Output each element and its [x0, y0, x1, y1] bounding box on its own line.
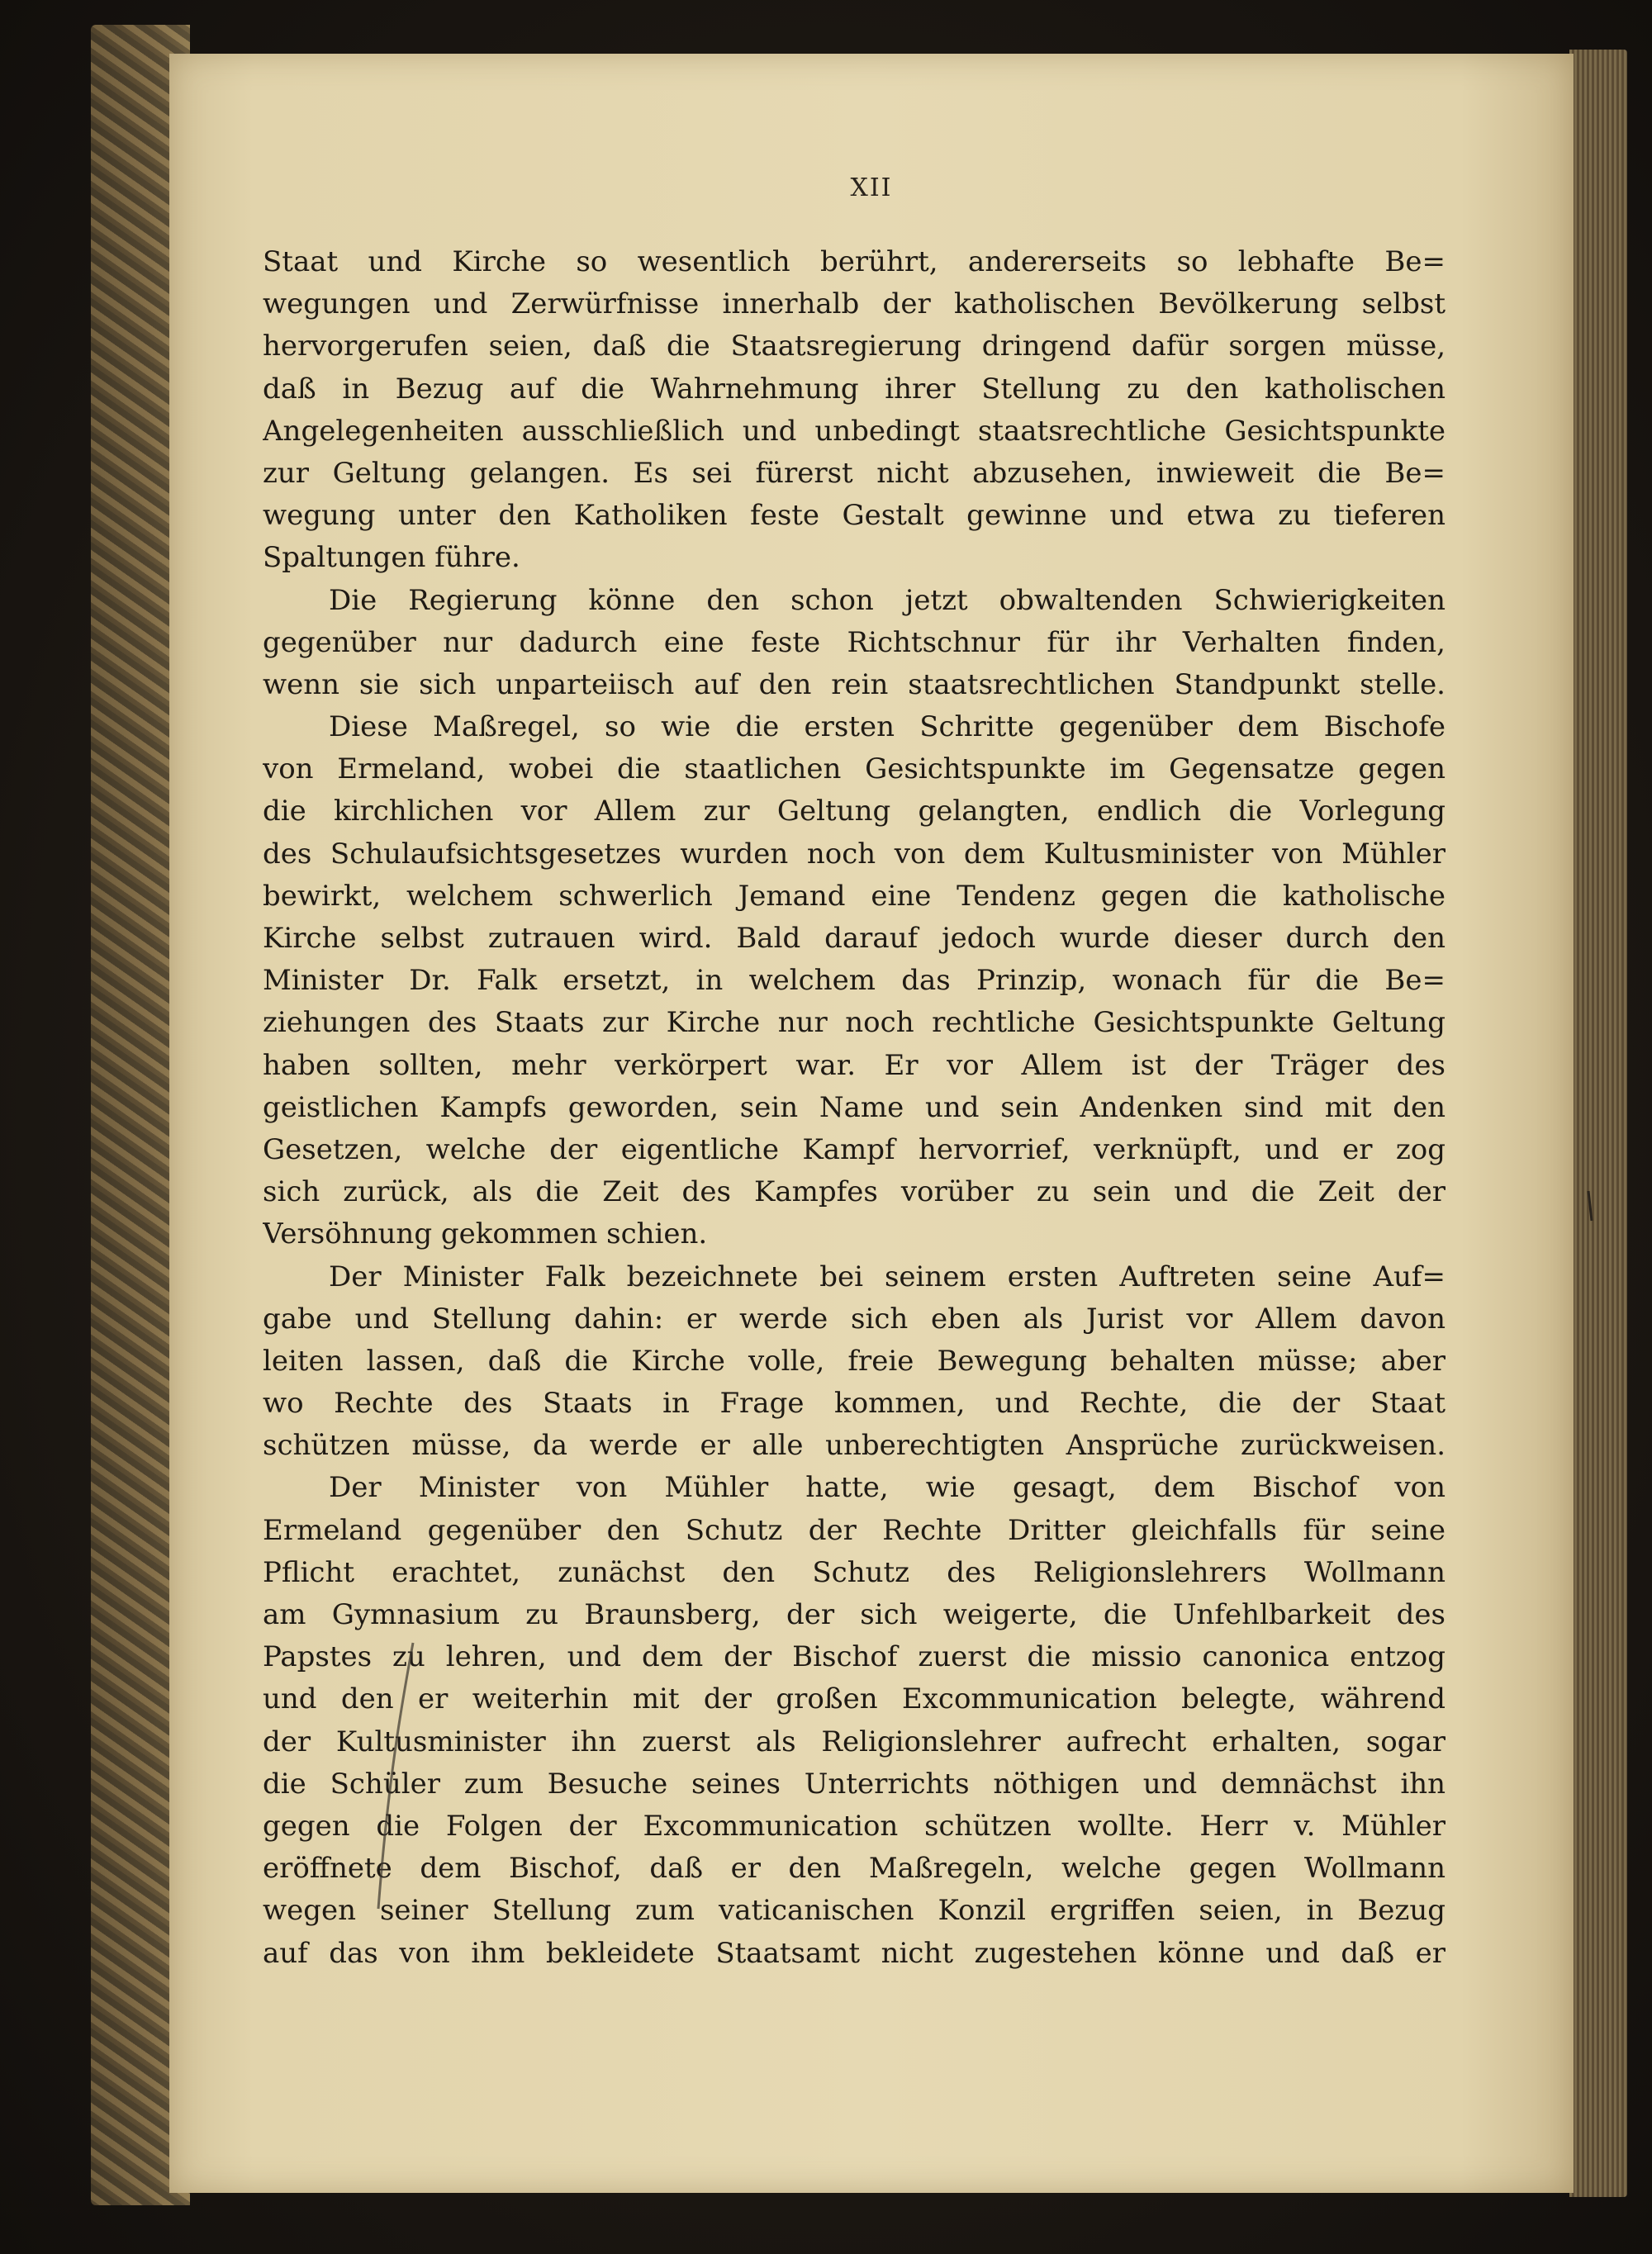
- text-line: Diese Maßregel, so wie die ersten Schritte gegenüber dem Bischofe: [329, 710, 1446, 744]
- text-line: Kirche selbst zutrauen wird. Bald darauf jedoch wurde dieser durch den: [263, 922, 1446, 955]
- text-line: gegen die Folgen der Excommunication schützen wollte. Herr v. Mühler: [263, 1809, 1446, 1843]
- body-text: [263, 241, 1446, 1975]
- text-line: bewirkt, welchem schwerlich Jemand eine Tendenz gegen die katholische: [263, 879, 1446, 913]
- page-number: XII: [850, 173, 893, 202]
- text-line: Papstes zu lehren, und dem der Bischof zuerst die missio canonica entzog: [263, 1640, 1446, 1674]
- text-line: Der Minister Falk bezeichnete bei seinem ersten Auftreten seine Auf=: [329, 1260, 1446, 1293]
- text-line: sich zurück, als die Zeit des Kampfes vorüber zu sein und die Zeit der: [263, 1175, 1446, 1209]
- text-line: die kirchlichen vor Allem zur Geltung gelangten, endlich die Vorlegung: [263, 795, 1446, 828]
- text-line: haben sollten, mehr verkörpert war. Er vor Allem ist der Träger des: [263, 1048, 1446, 1082]
- pencil-margin-mark: [370, 1639, 428, 1912]
- text-line: Ermeland gegenüber den Schutz der Rechte Dritter gleichfalls für seine: [263, 1513, 1446, 1547]
- text-line: geistlichen Kampfs geworden, sein Name und sein Andenken sind mit den: [263, 1090, 1446, 1124]
- text-line: ziehungen des Staats zur Kirche nur noch rechtliche Gesichtspunkte Geltung: [263, 1006, 1446, 1040]
- text-line: eröffnete dem Bischof, daß er den Maßregeln, welche gegen Wollmann: [263, 1852, 1446, 1886]
- text-line: Minister Dr. Falk ersetzt, in welchem das Prinzip, wonach für die Be=: [263, 964, 1446, 998]
- text-line: Spaltungen führe.: [263, 541, 520, 575]
- text-line: Die Regierung könne den schon jetzt obwaltenden Schwierigkeiten: [329, 583, 1446, 617]
- text-line: wo Rechte des Staats in Frage kommen, und Rechte, die der Staat: [263, 1387, 1446, 1421]
- text-line: wenn sie sich unparteiisch auf den rein staatsrechtlichen Standpunkt stelle.: [263, 667, 1446, 701]
- text-line: der Kultusminister ihn zuerst als Religionslehrer aufrecht erhalten, sogar: [263, 1725, 1446, 1758]
- text-line: und den er weiterhin mit der großen Excommunication belegte, während: [263, 1682, 1446, 1716]
- text-line: Angelegenheiten ausschließlich und unbedingt staatsrechtliche Gesichtspunkte: [263, 414, 1446, 448]
- text-line: zur Geltung gelangen. Es sei fürerst nicht abzusehen, inwieweit die Be=: [263, 456, 1446, 490]
- book-cover-right: [1569, 50, 1627, 2197]
- text-line: gabe und Stellung dahin: er werde sich eben als Jurist vor Allem davon: [263, 1302, 1446, 1336]
- text-line: schützen müsse, da werde er alle unberechtigten Ansprüche zurückweisen.: [263, 1429, 1446, 1463]
- text-line: wegung unter den Katholiken feste Gestalt gewinne und etwa zu tieferen: [263, 499, 1446, 533]
- pencil-tick-mark: [1584, 1189, 1596, 1222]
- text-line: des Schulaufsichtsgesetzes wurden noch von dem Kultusminister von Mühler: [263, 837, 1446, 871]
- text-line: von Ermeland, wobei die staatlichen Gesichtspunkte im Gegensatze gegen: [263, 752, 1446, 786]
- text-line: Der Minister von Mühler hatte, wie gesagt, dem Bischof von: [329, 1471, 1446, 1505]
- text-line: gegenüber nur dadurch eine feste Richtschnur für ihr Verhalten finden,: [263, 625, 1446, 659]
- text-line: die Schüler zum Besuche seines Unterrichts nöthigen und demnächst ihn: [263, 1767, 1446, 1801]
- text-line: Pflicht erachtet, zunächst den Schutz des Religionslehrers Wollmann: [263, 1555, 1446, 1589]
- text-line: daß in Bezug auf die Wahrnehmung ihrer Stellung zu den katholischen: [263, 372, 1446, 406]
- text-line: am Gymnasium zu Braunsberg, der sich weigerte, die Unfehlbarkeit des: [263, 1598, 1446, 1631]
- text-line: wegungen und Zerwürfnisse innerhalb der katholischen Bevölkerung selbst: [263, 287, 1446, 321]
- text-line: wegen seiner Stellung zum vaticanischen Konzil ergriffen seien, in Bezug: [263, 1894, 1446, 1928]
- text-line: Versöhnung gekommen schien.: [263, 1217, 708, 1251]
- text-line: auf das von ihm bekleidete Staatsamt nicht zugestehen könne und daß er: [263, 1936, 1446, 1970]
- text-line: hervorgerufen seien, daß die Staatsregierung dringend dafür sorgen müsse,: [263, 330, 1446, 363]
- text-line: Staat und Kirche so wesentlich berührt, andererseits so lebhafte Be=: [263, 245, 1446, 278]
- text-line: Gesetzen, welche der eigentliche Kampf hervorrief, verknüpft, und er zog: [263, 1132, 1446, 1166]
- text-line: leiten lassen, daß die Kirche volle, freie Bewegung behalten müsse; aber: [263, 1344, 1446, 1378]
